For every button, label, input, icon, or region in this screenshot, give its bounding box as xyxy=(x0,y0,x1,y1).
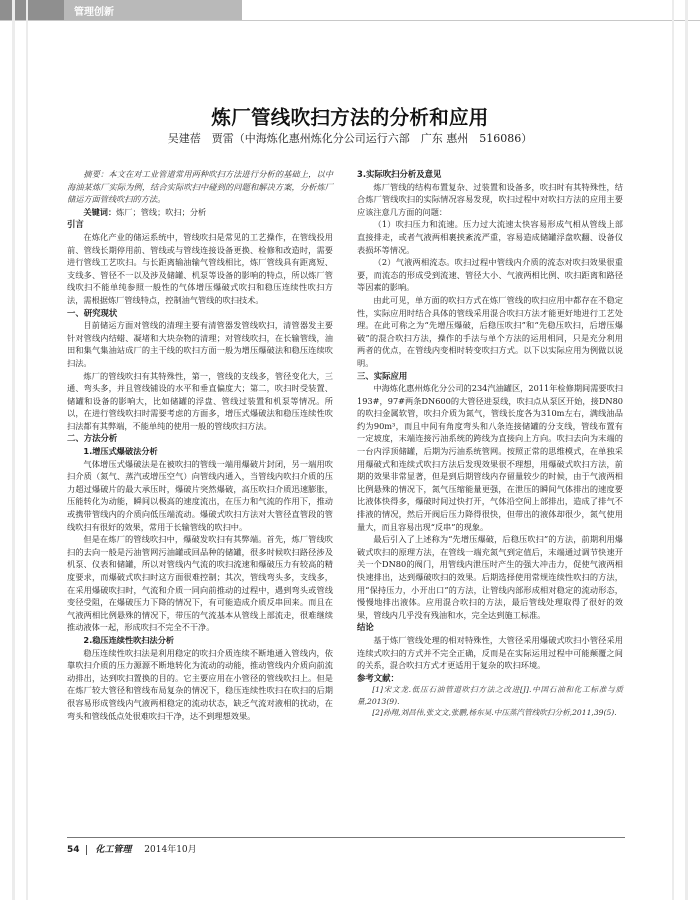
paragraph: 气体增压式爆破法是在被吹扫的管线一端用爆破片封闭，另一端用吹扫介质（氮气、蒸汽或增压空气）向管线内通入，当管线内吹扫介质的压力超过爆破片的最大承压时，爆破片突然爆破，高压吹扫介质迅速膨胀，压能转化为动能，瞬间以极高的速度流出，在压力和气流的作用下，推动或携带管线内的介质向低压端流动。爆破式吹扫方法对大管径直管段的管线吹扫有很好的效果，常用于长输管线的吹扫中。 xyxy=(67,458,333,532)
paragraph: 炼厂管线的结构布置复杂、过装置和设备多，吹扫时有其特殊性，结合炼厂管线吹扫的实际情况容易发现，吹扫过程中对吹扫方法的应用主要应该注意几方面的问题： xyxy=(357,181,623,217)
paragraph: 中海炼化惠州炼化分公司的234汽油罐区，2011年检修期间需要吹扫193#，97#两条DN600的大管径进泵线，吹扫点从泵区开始，接DN80的吹扫金属软管，吹扫介质为氮气，管线长度各为310m左右，满线油品约为90m³，而且中间有角度弯头和八条连接储罐的分支线，管线布置有一定坡度，末端连接污油系统的跨线为直接向上方向。吹扫去向为末端的一台内浮顶储罐，后期为污油系统管网。按照正常的思维模式，在单独采用爆破式和连续式吹扫方法后发现效果很不理想，用爆破式吹扫方法，前期的效果非常显著，但是到后期管线内存留量较少的时候，由于气液两相比例悬殊的情况下，氮气压缩能量更强，在泄压的瞬间气体排出的速度要比液体快得多，爆破时间过快打开，气体沿空间上部排出，造成了排气不排液的情况，然后开阀后压力降得很快，但带出的液体却很少，氮气使用量大，而且容易出现“反串”的现象。 xyxy=(357,383,623,532)
footer xyxy=(67,842,197,855)
header-rule xyxy=(0,20,700,21)
paragraph: 炼厂的管线吹扫有其特殊性，第一，管线的支线多，管径变化大，三通、弯头多，并且管线铺设的水平和垂直偏度大；第二，吹扫时受装置、储罐和设备的影响大，比如储罐的浮盘、管线过装置和机泵等情况。所以，在进行管线吹扫时需要考虑的方面多，增压式爆破法和稳压连续性吹扫法都有其弊端，不能单纯的使用一般的管线吹扫方法。 xyxy=(67,370,333,431)
keywords xyxy=(67,206,333,219)
section-heading: 一、研究现状 xyxy=(67,307,118,318)
section-heading: 二、方法分析 xyxy=(67,433,118,444)
reference-entry: [1]宋文龙.低压石油管道吹扫方法之改进[J].中国石油和化工标准与质量,2013(9). xyxy=(357,685,623,706)
section-heading: 引言 xyxy=(67,219,84,230)
left-column xyxy=(67,168,333,722)
header-accent xyxy=(0,0,64,20)
section-label: 管理创新 xyxy=(74,7,114,18)
abstract: 摘要：本文在对工业管道常用两种吹扫方法进行分析的基础上，以中海油某炼厂实际为例，结合实际吹扫中碰到的问题和解决方案，分析炼厂储运方面管线吹扫的方法。 xyxy=(67,169,333,205)
section-heading: 3.实际吹扫分析及意见 xyxy=(357,169,442,179)
issue-date: 2014年10月 xyxy=(144,845,197,855)
paragraph: 最后引入了上述称为“先增压爆破，后稳压吹扫”的方法，前期利用爆破式吹扫的原理方法，在管线一端充氮气到定值后，末端通过调节快速开关一个DN80的阀门，用管线内泄压时产生的强大冲击力，促使气液两相快速排出，达到爆破吹扫的效果。后期选择使用常规连续性吹扫的方法，用“保持压力，小开出口”的方法，让管线内部形成相对稳定的流动形态，慢慢地排出液体。应用混合吹扫的方法，最后管线处理取得了很好的效果，管线内几乎没有残油和水，完全达到施工标准。 xyxy=(357,534,623,620)
keywords-text: 炼厂；管线；吹扫；分析 xyxy=(116,206,207,217)
paragraph: 在炼化产业的储运系统中，管线吹扫是常见的工艺操作，在管线投用前、管线长期停用前、管线或与管线连接设备更换、检修和改造时，需要进行管线工艺吹扫。与长距离输油输气管线相比，炼厂管线具有距离短、支线多、管径不一以及涉及储罐、机泵等设备的影响的特点，所以炼厂管线吹扫不能单纯参照一般性的气体增压爆破式吹扫和稳压连续性吹扫方法，需根据炼厂管线特点，控制油气管线的吹扫技术。 xyxy=(67,231,333,305)
section-heading: 参考文献： xyxy=(357,672,399,683)
paragraph: （1）吹扫压力和流速。压力过大流速太快容易形成气相从管线上部直接排走，或者气液两相裹挟紊流严重，容易造成储罐浮盘吹翻、设备仪表损坏等情况。 xyxy=(357,219,623,255)
footer-rule xyxy=(67,837,625,838)
paragraph: 但是在炼厂的管线吹扫中，爆破发吹扫有其弊端。首先，炼厂管线吹扫的去向一般是污油管网污油罐或回品种的储罐，很多时候吹扫路径涉及机泵、仪表和储罐，所以对管线内气流的吹扫流速和爆破压力有较高的精度要求，而爆破式吹扫时这方面很难控制；其次，管线弯头多，支线多，在采用爆破吹扫时，气流和介质一同向前推动的过程中，遇到弯头或管线变径受阻，在爆破压力下降的情况下，有可能造成介质反串回来。而且在气液两相比例悬殊的情况下，带压的气流基本从管线上部流走，很难继续推动液体一起，形成吹扫不完全不干净。 xyxy=(67,534,333,633)
paragraph: （2）气液两相流态。吹扫过程中管线内介质的流态对吹扫效果很重要，而流态的形成受到流速、管径大小、气液两相比例、吹扫距离和路径等因素的影响。 xyxy=(357,257,623,293)
footer-divider xyxy=(86,845,87,855)
paragraph: 稳压连续性吹扫法是利用稳定的吹扫介质连续不断地通入管线内，依靠吹扫介质的压力源源不断地转化为流动的动能，推动管线内介质向前流动排出，达到吹扫置换的目的。它主要应用在小管径的管线吹扫上。但是在炼厂较大管径和管线布局复杂的情况下，稳压连续性吹扫在吹扫的后期很容易形成管线内气液两相稳定的流动状态，缺乏气流对液相的扰动，在弯头和管线低点处很难吹扫干净，达不到理想效果。 xyxy=(67,647,333,721)
section-heading: 三、实际应用 xyxy=(357,370,408,381)
paragraph: 由此可见，单方面的吹扫方式在炼厂管线的吹扫应用中都存在不稳定性，实际应用时结合具体的管线采用混合吹扫方法才能更好地进行工艺处理。在此可称之为“先增压爆破，后稳压吹扫”和“先稳压吹扫，后增压爆破”的混合吹扫方法，操作的手法与单个方法的运用相同，只是充分利用两者的优点，在管线内变相时转变吹扫方式。以下以实际应用为例做以说明。 xyxy=(357,294,623,368)
page-number: 54 xyxy=(67,845,80,855)
subsection-heading: 1.增压式爆破法分析 xyxy=(83,446,158,457)
reference-entry: [2]孙翔,刘昌伟,张文文,张鹏,杨东昊.中压蒸汽管线吹扫分析,2011,39(5). xyxy=(372,708,617,718)
article-authors: 吴建蓓 贾雷（中海炼化惠州炼化分公司运行六部 广东 惠州 516086） xyxy=(167,132,533,145)
keywords-label: 关键词： xyxy=(83,206,117,217)
section-heading: 结论 xyxy=(357,622,374,633)
magazine-name: 化工管理 xyxy=(95,845,132,855)
right-column xyxy=(357,168,623,719)
paragraph: 目前储运方面对管线的清理主要有清管器发管线吹扫，清管器发主要针对管线内结蜡、凝堵和大块杂物的清理；对管线吹扫，在长输管线，油田和集气集油站成厂的主干线的吹扫方面一般为增压爆破法和稳压连续吹扫法。 xyxy=(67,320,333,368)
subsection-heading: 2.稳压连续性吹扫法分析 xyxy=(83,634,175,645)
paragraph: 基于炼厂管线处理的相对特殊性，大管径采用爆破式吹扫小管径采用连续式吹扫的方式并不完全正确，反而是在实际运用过程中可能颠覆之间的关系，混合吹扫方式才更适用于复杂的吹扫环境。 xyxy=(357,634,623,671)
article-title: 炼厂管线吹扫方法的分析和应用 xyxy=(211,106,489,130)
